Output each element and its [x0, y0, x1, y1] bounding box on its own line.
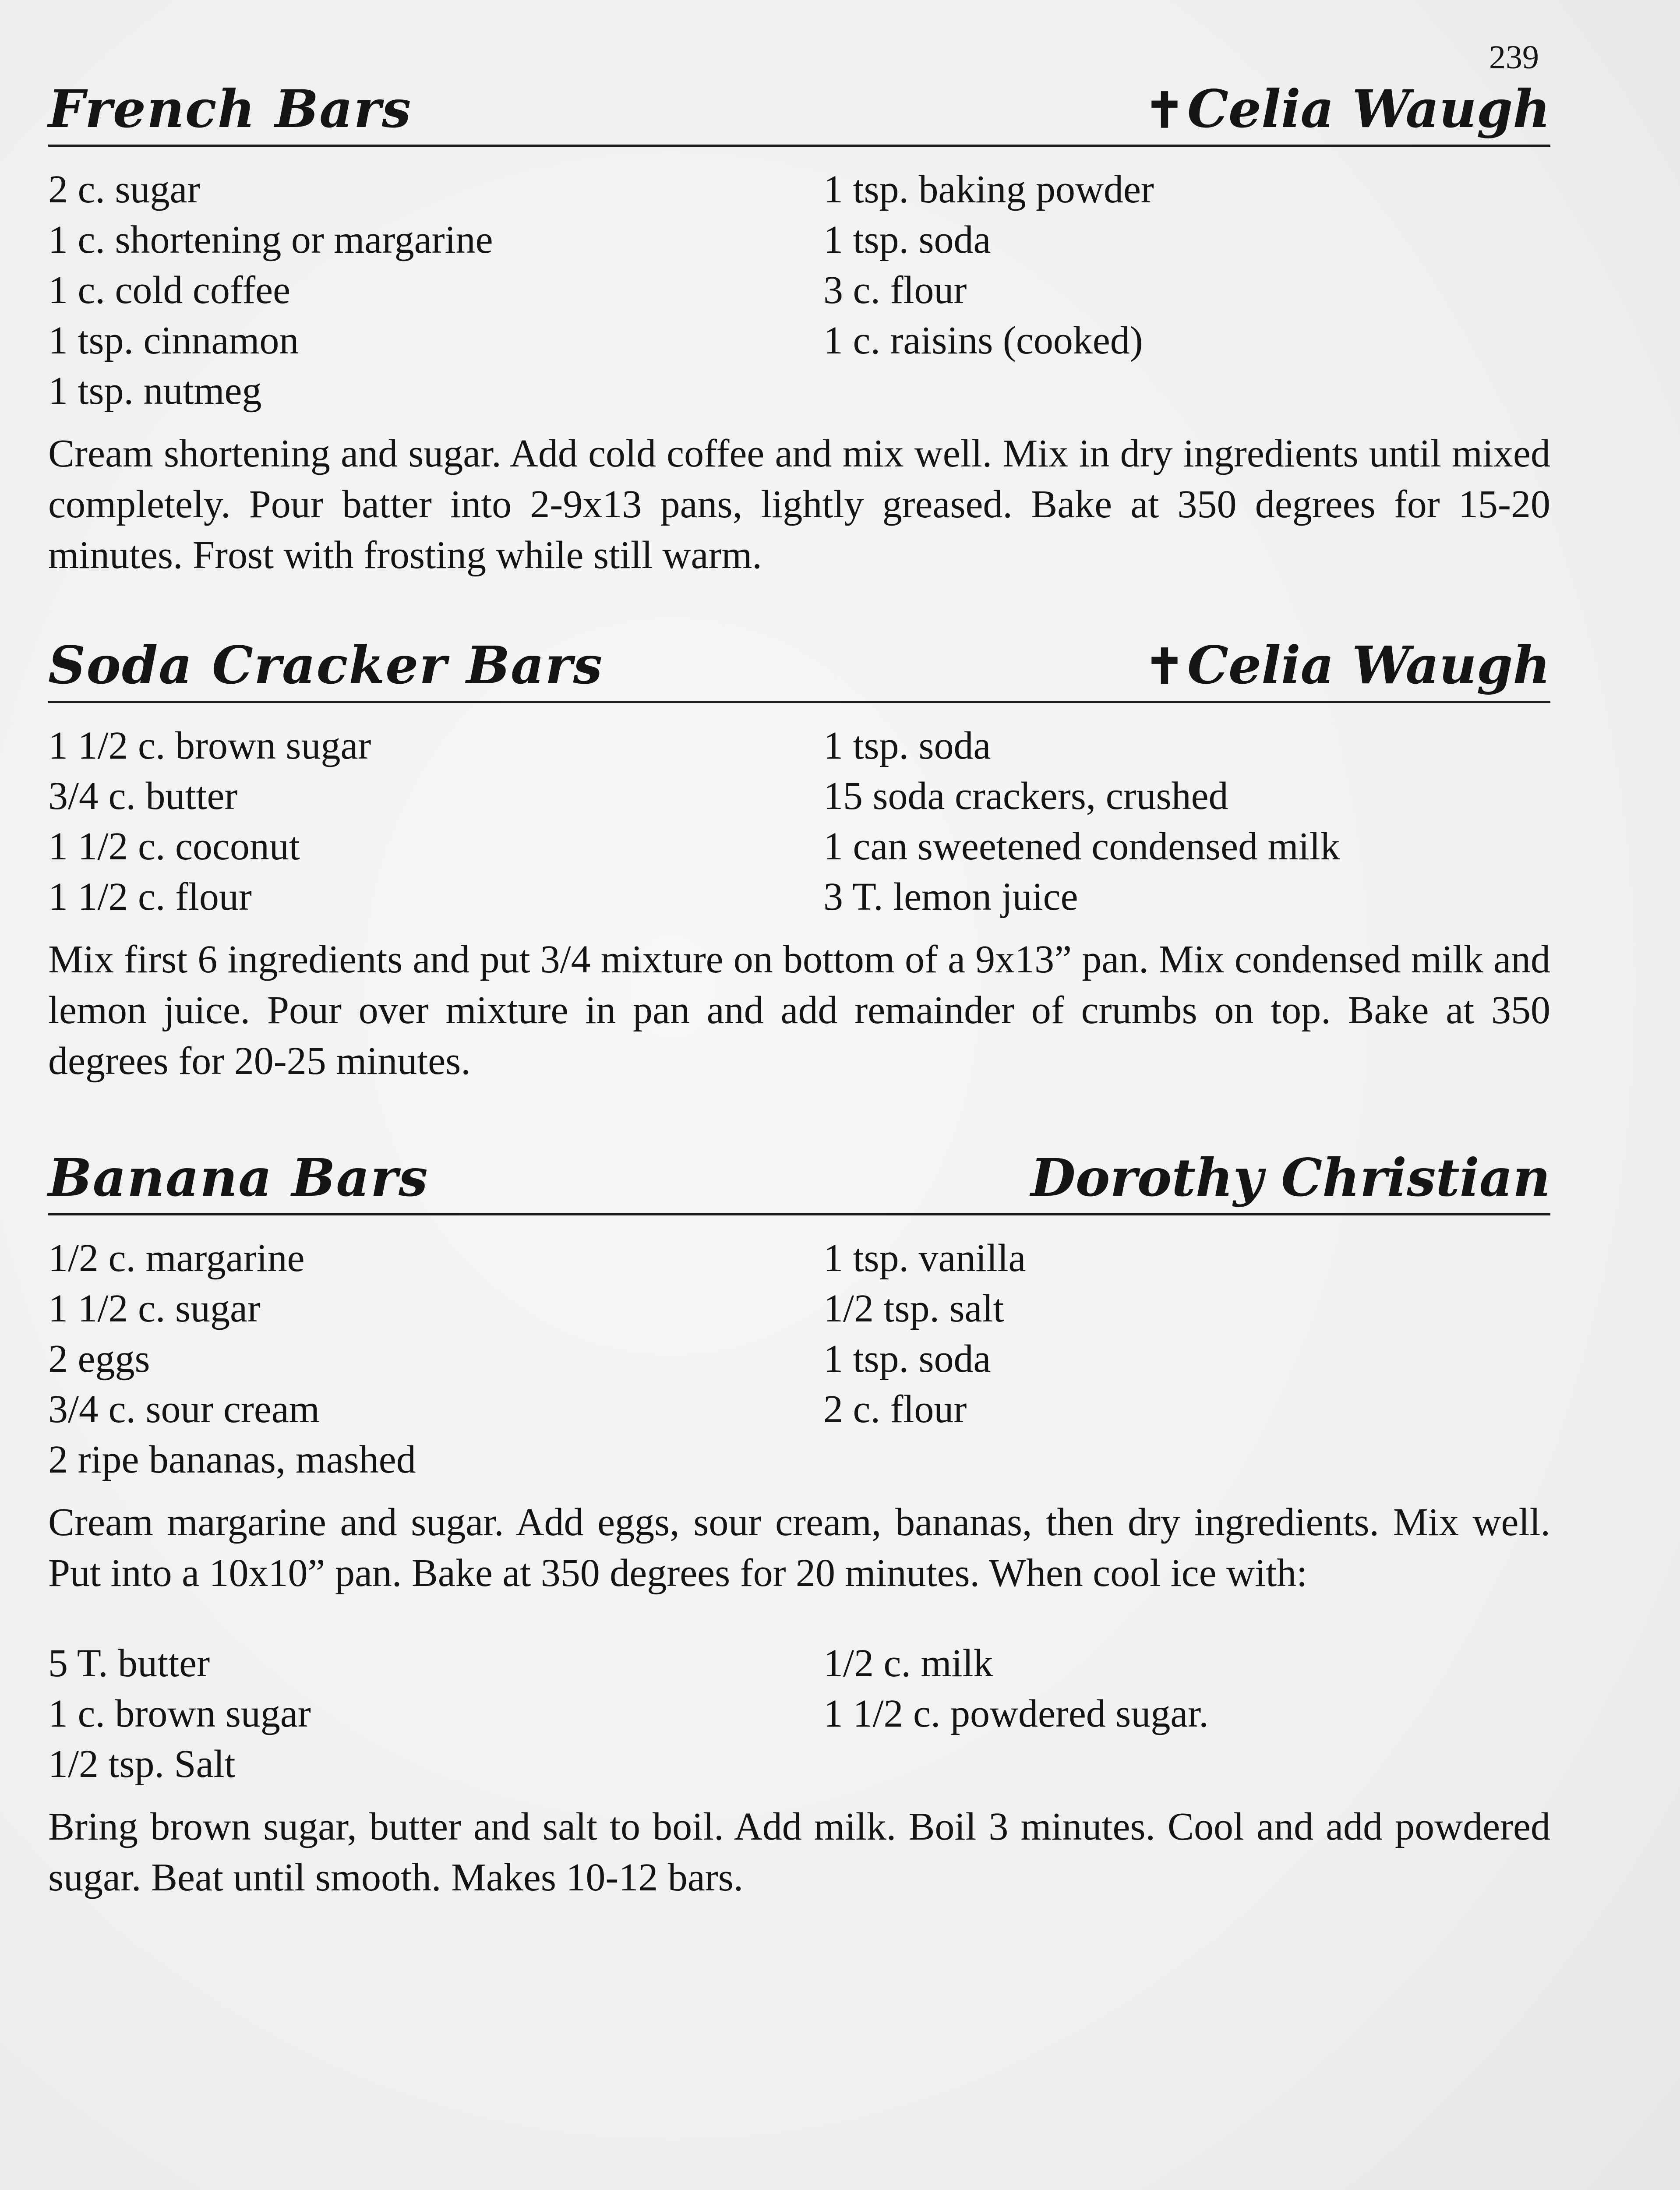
ingredient: 3 c. flour	[823, 268, 967, 312]
ingredient-column-left	[48, 1233, 823, 1485]
ingredient-column-left	[48, 164, 823, 416]
ingredient: 1 c. cold coffee	[48, 268, 291, 312]
icing-column-left	[48, 1638, 823, 1789]
ingredient: 1/2 c. margarine	[48, 1236, 305, 1280]
ingredient: 1 tsp. vanilla	[823, 1236, 1026, 1280]
ingredient: 1 can sweetened condensed milk	[823, 825, 1340, 868]
ingredient: 1/2 tsp. salt	[823, 1287, 1004, 1330]
recipe-title: French Bars	[48, 78, 412, 139]
ingredient: 3/4 c. sour cream	[48, 1388, 320, 1431]
ingredient: 15 soda crackers, crushed	[823, 774, 1228, 818]
cross-icon: ✝	[1144, 638, 1185, 695]
ingredient: 1 1/2 c. flour	[48, 875, 252, 918]
ingredient: 1 c. shortening or margarine	[48, 218, 493, 261]
recipe-author	[1144, 78, 1550, 139]
ingredient: 1 1/2 c. brown sugar	[48, 724, 371, 767]
icing-column-right	[823, 1638, 1550, 1789]
author-name: Celia Waugh	[1187, 635, 1550, 696]
recipe-author: Dorothy Christian	[1031, 1147, 1550, 1208]
recipe-instructions: Mix first 6 ingredients and put 3/4 mixture on bottom of a 9x13” pan. Mix condensed milk and lemon juice. Pour over mixture in pan and add remainder of crumbs on top. Bake at 350 degrees for 20-25 minutes.	[48, 938, 1550, 1083]
icing-ingredient: 1 c. brown sugar	[48, 1692, 311, 1735]
ingredient-column-right	[823, 1233, 1550, 1485]
ingredient: 3 T. lemon juice	[823, 875, 1078, 918]
ingredient-column-right	[823, 721, 1550, 922]
recipe-banana-bars	[48, 1143, 1550, 1943]
page-number: 239	[1489, 39, 1539, 76]
ingredient-column-right	[823, 164, 1550, 416]
ingredient: 3/4 c. butter	[48, 774, 238, 818]
ingredient-list	[48, 721, 1550, 922]
recipe-soda-cracker-bars	[48, 631, 1550, 1126]
ingredient: 1 tsp. soda	[823, 1337, 991, 1381]
ingredient-column-left	[48, 721, 823, 922]
icing-ingredient: 1/2 tsp. Salt	[48, 1742, 236, 1786]
ingredient: 2 c. sugar	[48, 168, 201, 211]
icing-ingredient: 1 1/2 c. powdered sugar.	[823, 1692, 1209, 1735]
ingredient: 1 tsp. nutmeg	[48, 369, 262, 413]
icing-ingredient: 5 T. butter	[48, 1642, 210, 1685]
recipe-header	[48, 74, 1550, 147]
ingredient: 2 ripe bananas, mashed	[48, 1438, 416, 1481]
ingredient: 1 tsp. soda	[823, 724, 991, 767]
ingredient: 2 c. flour	[823, 1388, 967, 1431]
ingredient: 1 1/2 c. sugar	[48, 1287, 261, 1330]
recipe-french-bars	[48, 74, 1550, 620]
icing-instructions: Bring brown sugar, butter and salt to boil. Add milk. Boil 3 minutes. Cool and add powdered sugar. Beat until smooth. Makes 10-12 bars.	[48, 1805, 1550, 1899]
ingredient-list	[48, 164, 1550, 416]
author-name: Celia Waugh	[1187, 78, 1550, 139]
ingredient: 2 eggs	[48, 1337, 150, 1381]
ingredient: 1 tsp. soda	[823, 218, 991, 261]
ingredient-list	[48, 1233, 1550, 1485]
recipe-header	[48, 1143, 1550, 1215]
recipe-instructions: Cream margarine and sugar. Add eggs, sour cream, bananas, then dry ingredients. Mix well. Put into a 10x10” pan. Bake at 350 degrees for 20 minutes. When cool ice with:	[48, 1501, 1550, 1595]
recipe-author	[1144, 635, 1550, 696]
ingredient: 1 tsp. cinnamon	[48, 319, 299, 362]
ingredient: 1 c. raisins (cooked)	[823, 319, 1143, 362]
recipe-title: Banana Bars	[48, 1147, 429, 1208]
recipe-instructions: Cream shortening and sugar. Add cold coffee and mix well. Mix in dry ingredients until mixed completely. Pour batter into 2-9x13 pans, lightly greased. Bake at 350 degrees for 15-20 minutes. Frost with frosting while still warm.	[48, 432, 1550, 577]
icing-ingredient-list	[48, 1638, 1550, 1789]
recipe-title: Soda Cracker Bars	[48, 635, 604, 696]
icing-ingredient: 1/2 c. milk	[823, 1642, 993, 1685]
ingredient: 1 tsp. baking powder	[823, 168, 1154, 211]
ingredient: 1 1/2 c. coconut	[48, 825, 300, 868]
cross-icon: ✝	[1144, 82, 1185, 138]
recipe-header	[48, 631, 1550, 703]
